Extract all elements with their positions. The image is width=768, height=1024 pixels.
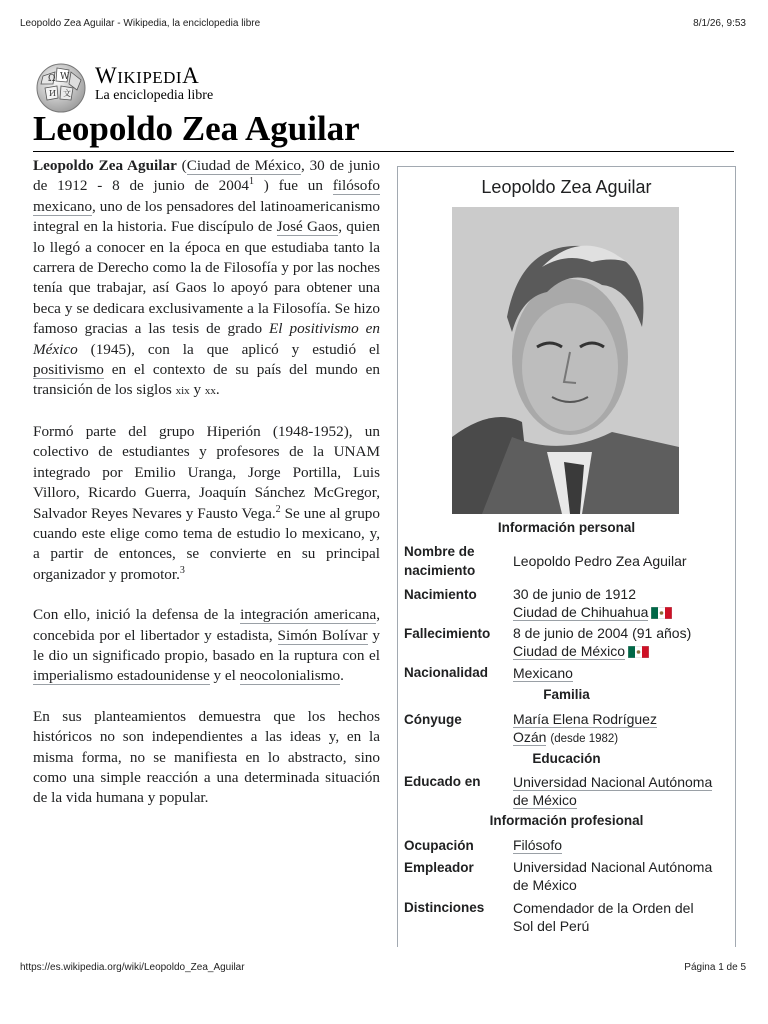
value-birth: 30 de junio de 1912 Ciudad de Chihuahua <box>513 585 728 621</box>
link-ciudad-de-mexico[interactable]: Ciudad de México <box>186 157 301 174</box>
link-neocolonialismo[interactable]: neocolonialismo <box>239 667 341 685</box>
label-occupation: Ocupación <box>404 838 474 853</box>
page-url: https://es.wikipedia.org/wiki/Leopoldo_Zea_Aguilar <box>20 962 245 973</box>
link-mexicano-nationality[interactable]: Mexicano <box>513 665 573 681</box>
value-birth-name: Leopoldo Pedro Zea Aguilar <box>513 553 687 569</box>
label-employer: Empleador <box>404 860 474 875</box>
link-unam[interactable]: Universidad Nacional Autónoma de México <box>513 774 713 808</box>
label-educated: Educado en <box>404 774 481 789</box>
label-death: Fallecimiento <box>404 626 491 641</box>
section-personal: Información personal <box>497 520 636 535</box>
link-filosofo[interactable]: filósofo <box>332 177 380 195</box>
page-counter: Página 1 de 5 <box>684 962 746 973</box>
svg-text:И: И <box>49 89 56 98</box>
value-spouse: María Elena Rodríguez Ozán (desde 1982) <box>513 711 657 745</box>
link-filosofo-occupation[interactable]: Filósofo <box>513 837 563 853</box>
mexico-flag-icon <box>628 646 649 658</box>
link-integracion-americana[interactable]: integración americana <box>240 606 377 624</box>
link-jose-gaos[interactable]: José Gaos <box>276 218 339 236</box>
link-positivismo[interactable]: positivismo <box>33 361 104 379</box>
label-birth: Nacimiento <box>404 587 477 602</box>
wikipedia-wordmark[interactable]: WIKIPEDIA <box>95 63 200 88</box>
title-divider <box>33 151 734 152</box>
label-birth-name: Nombre de nacimiento <box>404 544 476 578</box>
paragraph-1: Leopoldo Zea Aguilar (Ciudad de México, 30 de junio de 1912 - 8 de junio de 2004$^1$ ) fue un filósofo mexicano, uno de los pensadores del latinoamericanismo integral en la historia. Fue discípulo de José Gaos, quien lo llegó a conocer en la época en que estudiaba tanto la carrera de Derecho como la de Filosofía y por las noches tenía que trabajar, así Gaos lo apoyó para obtener una beca y se dedicara exclusivamente a la Filosofía. Se hizo famoso gracias a las tesis de grado El positivismo en México (1945), con la que aplicó y estudió el positivismo en el contexto de su país del mundo en transición de los siglos xix y xx. <box>33 157 380 399</box>
ref-2[interactable]: 2 <box>275 503 281 515</box>
link-mexicano[interactable]: mexicano <box>33 197 93 215</box>
portrait-photo[interactable] <box>452 207 679 514</box>
value-educated <box>513 773 728 809</box>
label-awards: Distinciones <box>404 900 485 915</box>
link-ciudad-de-mexico-death[interactable]: Ciudad de México <box>513 643 626 659</box>
link-ciudad-de-chihuahua[interactable]: Ciudad de Chihuahua <box>513 604 649 620</box>
value-nationality <box>513 664 728 682</box>
value-death: 8 de junio de 2004 (91 años) Ciudad de México <box>513 625 692 659</box>
paragraph-3: Con ello, inició la defensa de la integración americana, concebida por el libertador y estadista, Simón Bolívar y le dio un significado propio, basado en la ruptura con el imperialismo estadounidense y el neocolonialismo. <box>33 606 381 685</box>
print-datetime: 8/1/26, 9:53 <box>693 18 746 29</box>
section-family: Familia <box>543 687 590 702</box>
section-education: Educación <box>532 751 601 766</box>
ref-3[interactable]: 3 <box>179 564 185 576</box>
value-employer: Universidad Nacional Autónoma de México <box>513 859 713 893</box>
svg-text:Ω: Ω <box>48 74 56 84</box>
paragraph-4: En sus planteamientos demuestra que los hechos históricos no son independientes a las ideas y, en la misma forma, no se manifiesta en lo abstracto, sino como una simple reacción a una determinada situación de la vida humana y popular. <box>33 707 380 807</box>
svg-text:W: W <box>60 72 70 82</box>
mexico-flag-icon <box>651 607 672 619</box>
infobox-title: Leopoldo Zea Aguilar <box>481 177 652 197</box>
label-nationality: Nacionalidad <box>404 665 489 680</box>
section-professional: Información profesional <box>489 813 644 828</box>
link-imperialismo-estadounidense[interactable]: imperialismo estadounidense <box>33 667 210 685</box>
infobox <box>397 166 736 947</box>
svg-text:文: 文 <box>63 89 71 98</box>
wikipedia-tagline: La enciclopedia libre <box>95 88 214 103</box>
page-title: Leopoldo Zea Aguilar <box>33 109 360 148</box>
paragraph-2: Formó parte del grupo Hiperión (1948-1952), un colectivo de estudiantes y profesores de la UNAM integrado por Emilio Uranga, Jorge Portilla, Luis Villoro, Ricardo Guerra, Joaquín Sánchez McGregor, Salvador Reyes Nevares y Fausto Vega.$^2$ Se une al grupo cuando este elige como tema de estudio lo mexicano, y, a partir de entonces, se convierte en su principal organizador y promotor.$^3$ <box>33 422 380 583</box>
value-awards: Comendador de la Orden del Sol del Perú <box>513 900 694 934</box>
label-spouse: Cónyuge <box>404 712 462 727</box>
article-body <box>33 156 380 829</box>
value-occupation <box>513 836 728 854</box>
link-spouse[interactable]: María Elena Rodríguez Ozán <box>513 711 657 745</box>
browser-tab-title: Leopoldo Zea Aguilar - Wikipedia, la enciclopedia libre <box>20 18 261 29</box>
ref-1[interactable]: 1 <box>249 176 255 188</box>
link-simon-bolivar[interactable]: Simón Bolívar <box>277 626 368 644</box>
